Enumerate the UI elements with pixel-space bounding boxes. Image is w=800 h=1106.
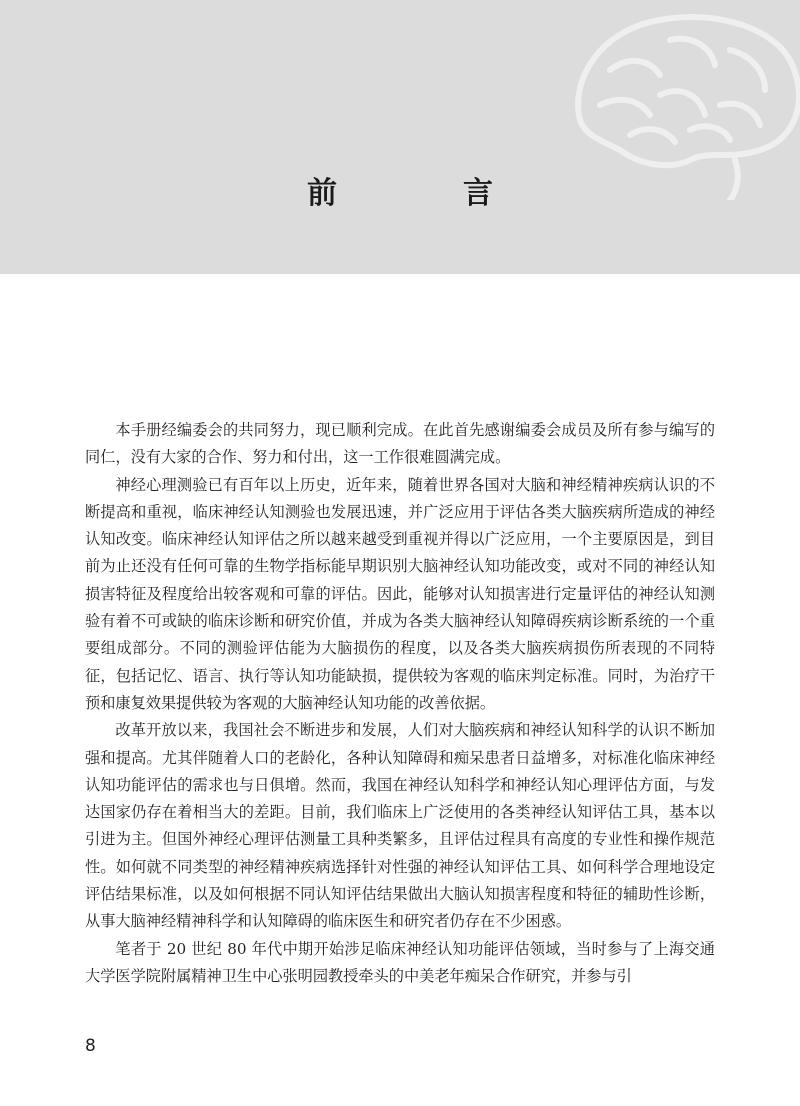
page-title: 前 言	[307, 176, 541, 211]
header-band	[0, 0, 800, 274]
body-text	[85, 417, 715, 990]
paragraph: 本手册经编委会的共同努力，现已顺利完成。在此首先感谢编委会成员及所有参与编写的同仁，没有大家的合作、努力和付出，这一工作很难圆满完成。	[85, 421, 715, 467]
paragraph: 改革开放以来，我国社会不断进步和发展，人们对大脑疾病和神经认知科学的认识不断加强和提高。尤其伴随着人口的老龄化，各种认知障碍和痴呆患者日益增多，对标准化临床神经认知功能评估的需求也与日俱增。然而，我国在神经认知科学和神经认知心理评估方面，与发达国家仍存在着相当大的差距。目前，我们临床上广泛使用的各类神经认知评估工具，基本以引进为主。但国外神经心理评估测量工具种类繁多，且评估过程具有高度的专业性和操作规范性。如何就不同类型的神经精神疾病选择针对性强的神经认知评估工具、如何科学合理地设定评估结果标准，以及如何根据不同认知评估结果做出大脑认知损害程度和特征的辅助性诊断，从事大脑神经精神科学和认知障碍的临床医生和研究者仍存在不少困惑。	[85, 721, 715, 931]
paragraph: 神经心理测验已有百年以上历史，近年来，随着世界各国对大脑和神经精神疾病认识的不断提高和重视，临床神经认知测验也发展迅速，并广泛应用于评估各类大脑疾病所造成的神经认知改变。临床神经认知评估之所以越来越受到重视并得以广泛应用，一个主要原因是，到目前为止还没有任何可靠的生物学指标能早期识别大脑神经认知功能改变，或对不同的神经认知损害特征及程度给出较客观和可靠的评估。因此，能够对认知损害进行定量评估的神经认知测验有着不可或缺的临床诊断和研究价值，并成为各类大脑神经认知障碍疾病诊断系统的一个重要组成部分。不同的测验评估能为大脑损伤的程度，以及各类大脑疾病损伤所表现的不同特征，包括记忆、语言、执行等认知功能缺损，提供较为客观的临床判定标准。同时，为治疗干预和康复效果提供较为客观的大脑神经认知功能的改善依据。	[85, 475, 715, 712]
paragraph: 笔者于 20 世纪 80 年代中期开始涉足临床神经认知功能评估领域，当时参与了上海交通大学医学院附属精神卫生中心张明园教授牵头的中美老年痴呆合作研究，并参与引	[85, 939, 715, 985]
page-number: 8	[85, 1036, 96, 1056]
